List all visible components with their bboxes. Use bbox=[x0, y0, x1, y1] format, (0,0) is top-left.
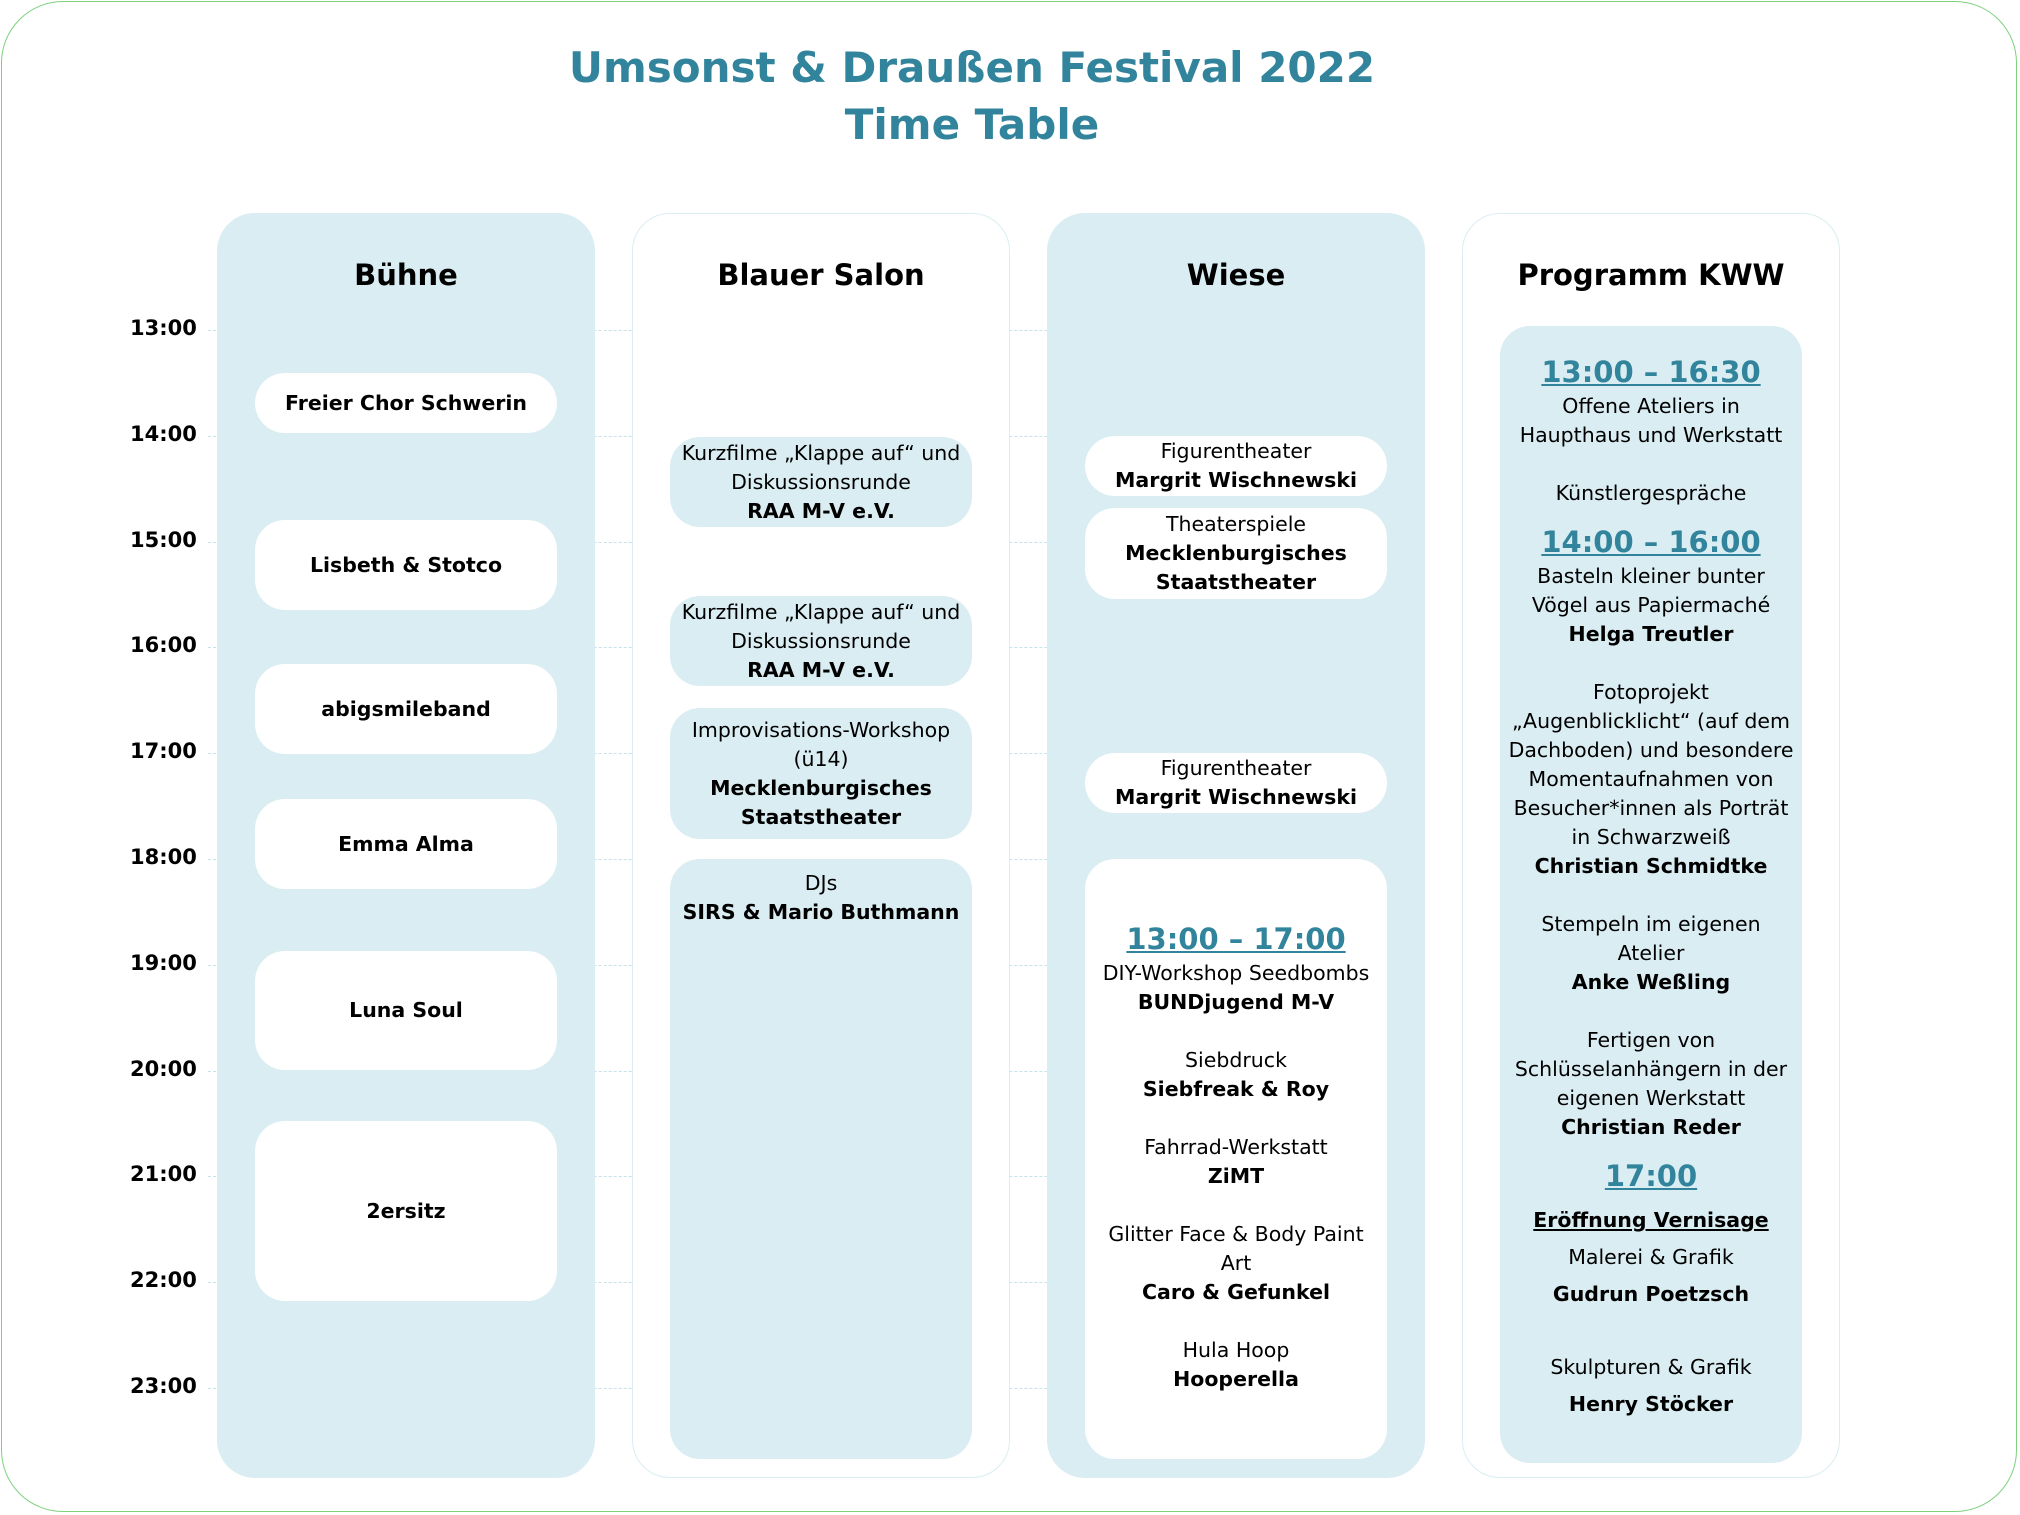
event-card[interactable] bbox=[670, 596, 972, 686]
event-card[interactable] bbox=[670, 859, 972, 1459]
column-header-blauer-salon: Blauer Salon bbox=[717, 258, 925, 292]
event-organizer: RAA M-V e.V. bbox=[747, 498, 895, 523]
event-card[interactable] bbox=[670, 437, 972, 527]
event-organizer: Mecklenburgisches Staatstheater bbox=[1125, 541, 1347, 594]
kww-program-card[interactable] bbox=[1500, 326, 1802, 1463]
event-organizer: Margrit Wischnewski bbox=[1115, 785, 1357, 809]
event-card[interactable] bbox=[1085, 436, 1387, 496]
event-card[interactable] bbox=[255, 799, 557, 889]
event-title: Malerei & Grafik bbox=[1568, 1245, 1734, 1269]
event-organizer: Caro & Gefunkel bbox=[1141, 1280, 1331, 1304]
event-organizer: Margrit Wischnewski bbox=[1115, 468, 1357, 492]
page-subtitle: Time Table bbox=[844, 100, 1100, 149]
event-card[interactable] bbox=[255, 373, 557, 433]
time-slot: 14:00 – 16:00 bbox=[1541, 525, 1761, 559]
event-title: Lisbeth & Stotco bbox=[309, 552, 503, 577]
event-organizer: Siebfreak & Roy bbox=[1142, 1077, 1330, 1101]
event-card[interactable] bbox=[670, 708, 972, 839]
time-slot: 13:00 – 16:30 bbox=[1541, 355, 1761, 389]
event-organizer: Gudrun Poetzsch bbox=[1552, 1282, 1750, 1306]
event-title: Fotoprojekt „Augenblicklicht“ (auf dem Dachboden) und besondere Momentaufnahmen von Besucher*innen als Porträt in Schwarzweiß bbox=[1508, 680, 1794, 849]
event-card[interactable] bbox=[1085, 753, 1387, 813]
column-header-buehne: Bühne bbox=[354, 258, 458, 292]
event-card[interactable] bbox=[255, 520, 557, 610]
event-title: Kurzfilme „Klappe auf“ und Diskussionsrunde bbox=[681, 440, 961, 494]
hour-label: 16:00 bbox=[130, 633, 197, 657]
event-title: abigsmileband bbox=[321, 696, 491, 721]
event-title: Fertigen von Schlüsselanhängern in der eigenen Werkstatt bbox=[1514, 1028, 1788, 1110]
event-organizer: ZiMT bbox=[1207, 1164, 1265, 1188]
event-organizer: Helga Treutler bbox=[1568, 622, 1734, 646]
event-card[interactable] bbox=[255, 664, 557, 754]
event-title: Künstlergespräche bbox=[1555, 481, 1747, 505]
event-organizer: Christian Schmidtke bbox=[1534, 854, 1768, 878]
event-title: Glitter Face & Body Paint Art bbox=[1108, 1222, 1364, 1275]
event-organizer: Henry Stöcker bbox=[1568, 1392, 1734, 1416]
event-title: Theaterspiele bbox=[1165, 512, 1307, 536]
event-title: Figurentheater bbox=[1160, 756, 1312, 780]
event-title: Siebdruck bbox=[1185, 1048, 1287, 1072]
event-title: Figurentheater bbox=[1160, 439, 1312, 463]
event-organizer: SIRS & Mario Buthmann bbox=[682, 900, 960, 924]
event-title: Freier Chor Schwerin bbox=[285, 390, 527, 415]
event-title: Stempeln im eigenen Atelier bbox=[1541, 912, 1761, 965]
event-title: DJs bbox=[804, 871, 838, 895]
event-title: Emma Alma bbox=[338, 831, 474, 856]
event-organizer: Anke Weßling bbox=[1571, 970, 1731, 994]
event-title: Eröffnung Vernisage bbox=[1533, 1208, 1769, 1232]
hour-label: 19:00 bbox=[130, 951, 197, 975]
hour-label: 18:00 bbox=[130, 845, 197, 869]
hour-label: 13:00 bbox=[130, 316, 197, 340]
column-header-programm-kww: Programm KWW bbox=[1517, 258, 1785, 292]
event-card[interactable] bbox=[255, 951, 557, 1070]
event-organizer: Christian Reder bbox=[1561, 1115, 1741, 1139]
event-title: Kurzfilme „Klappe auf“ und Diskussionsrunde bbox=[681, 599, 961, 653]
hour-label: 22:00 bbox=[130, 1268, 197, 1292]
time-slot: 13:00 – 17:00 bbox=[1126, 922, 1346, 956]
event-title: Luna Soul bbox=[349, 998, 463, 1022]
event-organizer: Hooperella bbox=[1173, 1367, 1299, 1391]
event-title: Basteln kleiner bunter Vögel aus Papiermaché bbox=[1531, 564, 1771, 617]
event-organizer: RAA M-V e.V. bbox=[747, 657, 895, 682]
event-title: DIY-Workshop Seedbombs bbox=[1102, 961, 1370, 985]
hour-label: 17:00 bbox=[130, 739, 197, 763]
event-title: 2ersitz bbox=[366, 1198, 446, 1223]
event-title: Improvisations-Workshop (ü14) bbox=[691, 717, 951, 771]
event-title: Skulpturen & Grafik bbox=[1550, 1355, 1752, 1379]
hour-label: 23:00 bbox=[130, 1374, 197, 1398]
hour-label: 21:00 bbox=[130, 1162, 197, 1186]
column-header-wiese: Wiese bbox=[1186, 258, 1286, 292]
event-title: Fahrrad-Werkstatt bbox=[1144, 1135, 1328, 1159]
event-card[interactable] bbox=[1085, 508, 1387, 599]
event-card[interactable] bbox=[255, 1121, 557, 1301]
time-slot: 17:00 bbox=[1604, 1159, 1698, 1193]
event-organizer: Mecklenburgisches Staatstheater bbox=[710, 775, 932, 829]
event-title: Offene Ateliers in Haupthaus und Werkstatt bbox=[1519, 394, 1783, 447]
page-title: Umsonst & Draußen Festival 2022 bbox=[568, 43, 1376, 92]
hour-label: 20:00 bbox=[130, 1057, 197, 1081]
hour-label: 15:00 bbox=[130, 528, 197, 552]
event-card-workshops[interactable] bbox=[1085, 859, 1387, 1459]
event-title: Hula Hoop bbox=[1182, 1338, 1290, 1362]
hour-label: 14:00 bbox=[130, 422, 197, 446]
event-organizer: BUNDjugend M-V bbox=[1137, 990, 1335, 1014]
